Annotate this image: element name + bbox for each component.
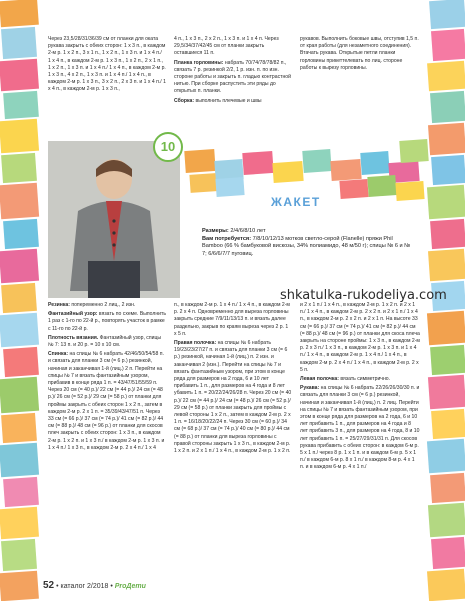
decorative-tile bbox=[0, 443, 39, 478]
paragraph: п., в каждом 2-м р. 1 х 4 п./ 1 х 4 п., в каждом 2-м р. 2 х 4 п. Одновременно для выреза горловины закрыть средние 7/9/11/13/13 п. и вязать далее раздельно, закрыв по краям выреза через 2 р. 1 х 5 п. bbox=[174, 302, 290, 337]
decorative-tile bbox=[330, 159, 361, 181]
decorative-tile bbox=[0, 249, 39, 284]
text-column-bottom-3 bbox=[300, 302, 420, 474]
sizes-label: Размеры: bbox=[202, 228, 229, 234]
paragraph-lead: Планка горловины: bbox=[174, 59, 224, 66]
decorative-tile bbox=[242, 151, 273, 175]
decorative-tile bbox=[431, 155, 465, 185]
decorative-tile bbox=[430, 345, 465, 375]
decorative-tile bbox=[399, 139, 428, 163]
materials-label: Вам потребуется: bbox=[202, 235, 252, 242]
decorative-tile bbox=[215, 177, 244, 197]
paragraph: 4 п., 1 х 3 п., 2 х 2 п., 1 х 3 п. и 1 х 4 п. Через 29,5/34/37/42/45 см от планки закрыть оставшиеся 11 п. bbox=[174, 36, 279, 57]
watermark-url: shkatulka-rukodeliya.com bbox=[280, 288, 447, 303]
paragraph-text: на спицы № 6 набрать 22/26/26/30/30 п. и связать для планки 3 см (= 6 р.) резинкой, начиная и заканчивая 1-й (лиц.) п. 2 лиц. Перейти на спицы № 7 и вязать фантазийным узором, при этом в конце ряда для размеров на 2 года, 6 и 10 лет прибавить 1 п., для размеров на 4 года и 8 лет прибавить 3 п., для размеров на 4 года, 8 и 10 лет прибавить 1 п. = 25/27/29/31/31 п. Для скосов рукава прибавить с обеих сторон: в каждом 6-м р. 5 х 1 п./ через 8 р. 1 х 1 п. и в каждом 6-м р. 5 х 1 п./ в каждом 6-м р. 8 х 1 п./ в каждом 8-м р. 4 х 1 п. и в каждом 6-м р. 4 х 1 п./ bbox=[300, 385, 420, 471]
paragraph bbox=[300, 376, 420, 383]
materials-line bbox=[202, 236, 412, 259]
paragraph: рукавов. Выполнить боковые швы, отступив 1,5 п. от края работы (для незаметного соединения). Втачать рукава. Открытые петли планки горловины прикеттелевать по лиц. стороне работы к вырезу горловины. bbox=[300, 36, 419, 71]
paragraph-text: на спицы № 6 набрать 19/23/23/27/27 п. и связать для планки 3 см (= 6 р.) резинкой, начиная 1-й (лиц.) п. 2 изн. и заканчивая 2 (изн.). Перейти на спицы № 7 и вязать фантазийным узором, при этом в конце ряда для размеров на 2 года, 6 и 10 лет прибавить 1 п., для размеров на 4 года и 8 лет убавить 1 п. = 20/22/24/26/28 п. Через 20 см (= 40 р.)/ 22 см (= 44 р.)/ 24 см (= 48 р.)/ 26 см (= 52 р.)/ 29 см (= 58 р.) от планки закрыть для проймы с левой стороны 1 х 2 п., затем в каждом 2-м р. 2 х 1 п. = 16/18/20/22/24 п. Через 30 см (= 60 р.)/ 34 см (= 68 р.)/ 37 см (= 74 р.)/ 40 см (= 80 р.)/ 44 см (= 88 р.) от планки для выреза горловины с правой стороны закрыть 1 х 3 п., в каждом 2-м р. 1 х 2 п. и 2 х 1 п./ 1 х 4 п., в каждом 2-м р. 1 х 2 п. bbox=[174, 340, 292, 455]
paragraph bbox=[48, 335, 166, 349]
paragraph-lead: Плотность вязания. bbox=[48, 334, 100, 341]
paragraph-lead: Сборка: bbox=[174, 97, 195, 104]
paragraph-lead: Фантазийный узор: bbox=[48, 311, 99, 318]
decorative-tile bbox=[0, 59, 39, 92]
decorative-tile bbox=[427, 311, 465, 346]
decorative-tile bbox=[339, 179, 368, 199]
decorative-tile bbox=[1, 539, 37, 571]
pattern-number-badge: 10 bbox=[153, 132, 183, 162]
decorative-tile bbox=[428, 249, 465, 281]
paragraph bbox=[48, 351, 166, 452]
decorative-tile bbox=[395, 181, 424, 201]
text-column-bottom-1 bbox=[48, 302, 166, 454]
paragraph: Через 23,5/28/31/36/39 см от планки для оката рукава закрыть с обеих сторон: 1 х 3 п., в каждом 2-м р. 1 х 2 п., 3 х 1 п., 1 х 2 п., 1 х 3 п. и 1 х 4 п./ 1 х 4 п., в каждом 2-м р. 1 х 3 п., 1 х 2 п., 2 х 1 п., 1 х 2 п., 1 х 3 п. и 1 х 4 п./ 1 х 4 п., в каждом 2-м р. 1 х 3 п., 4 х 2 п., 1 х 3 п. и 1 х 4 п./ 1 х 4 п., в каждом 2-м р. 1 х 3 п., 3 х 2 п., 2 х 3 п. и 1 х 4 п./ 1 х 4 п., в каждом 2-м р. 1 х 3 п., bbox=[48, 36, 166, 93]
text-column-top-left bbox=[48, 36, 166, 96]
decorative-tile bbox=[430, 473, 465, 503]
decorative-tile bbox=[430, 219, 465, 249]
decorative-tile bbox=[427, 61, 465, 92]
decorative-tile bbox=[430, 91, 465, 123]
text-column-top-mid bbox=[174, 36, 292, 107]
decorative-tile bbox=[3, 477, 39, 507]
decorative-tile bbox=[429, 0, 465, 29]
paragraph bbox=[174, 60, 292, 96]
decorative-tile bbox=[0, 0, 39, 27]
page-footer bbox=[43, 580, 146, 591]
decorative-tile bbox=[3, 219, 39, 249]
paragraph bbox=[48, 302, 166, 309]
decorative-tile bbox=[184, 149, 215, 173]
paragraph-text: набрать 70/74/78/78/82 п., связать 7 р. резинкой 2/2, 1 р. изн. п. по изн. стороне работы и закрыть п. гладью контрастной нитью. При сборке распустить эти ряды до открытых п. планки. bbox=[174, 59, 291, 95]
paragraph-lead: Рукава: bbox=[300, 385, 320, 392]
brand-logo: ProДети bbox=[114, 583, 146, 590]
decorative-tile bbox=[0, 571, 39, 601]
decorative-tile bbox=[427, 439, 465, 474]
decorative-tile bbox=[367, 175, 396, 197]
decorative-tile bbox=[427, 185, 465, 220]
decorative-tile bbox=[431, 29, 465, 61]
decorative-tile bbox=[360, 151, 389, 175]
decorative-tile bbox=[302, 149, 331, 173]
jacket-illustration bbox=[48, 141, 180, 298]
decorative-tile bbox=[427, 569, 465, 601]
materials-block bbox=[202, 228, 412, 258]
sizes-line bbox=[202, 228, 412, 236]
decorative-tile bbox=[428, 123, 465, 155]
decorative-tile bbox=[272, 161, 303, 183]
paragraph bbox=[300, 385, 420, 471]
materials-value: 7/8/10/12/13 мотков светло-серой (Flanelle) пряжи Phil Bamboo (66 % бамбуковой вискозы, 34% полиамидо, 48 м/50 г); спицы № 6 и № 7; 6/6/6/7/7 пуговиц. bbox=[202, 235, 411, 257]
decorative-tile bbox=[431, 409, 465, 439]
paragraph-text: на спицы № 6 набрать 42/46/50/54/58 п. и связать для планки 3 см (= 6 р.) резинкой, начиная и заканчивая 1-й (лиц.) 2 п. Перейти на спицы № 7 и вязать фантазийным узором, прибавив в конце ряда 1 п. = 43/47/51/55/59 п. Через 20 см (= 40 р.)/ 22 см (= 44 р.)/ 24 см (= 48 р.)/ 26 см (= 52 р.)/ 29 см (= 58 р.) от планки для проймы закрыть с обеих сторон 1 х 2 п., затем в каждом 2-м р. 2 х 1 п. = 35/39/43/47/51 п. Через 33 см (= 66 р.)/ 37 см (= 74 р.)/ 41 см (= 82 р.)/ 44 см (= 88 р.)/ 48 см (= 96 р.) от планки для скосов плеч закрыть с обеих сторон: 1 х 3 п., в каждом 2-м р. 1 х 2 п. и 1 х 3 п./ в каждом 2-м р. 1 х 3 п. и 1 х 4 п./ 1 х 3 п., в каждом 2-м р. 2 х 4 п./ 1 х 4 bbox=[48, 351, 165, 451]
page-number: 52 bbox=[43, 580, 55, 591]
paragraph: и 2 х 1 п./ 1 х 4 п., в каждом 2-м р. 1 х 2 п. и 2 х 1 п./ 1 х 4 п., в каждом 2-м р. 2 х 2 п. и 2 х 1 п./ 1 х 4 п., в каждом 2-м р. 2 х 2 п. и 2 х 1 п. На высоте 33 см (= 66 р.)/ 37 см (= 74 р.)/ 41 см (= 82 р.)/ 44 см (= 88 р.)/ 48 см (= 96 р.) от планки для скоса плеча закрыть на стороне проймы: 1 х 3 п., в каждом 2-м р. 2 х 3 п./ 1 х 3 п., в каждом 2-м р. 1 х 3 п. и 1 х 4 п./ 1 х 4 п., в каждом 2-м р. 1 х 4 п./ 1 х 4 п., в каждом 2-м р. 2 х 4 п./ 1 х 4 п., в каждом 2-м р. 2 х 5 п. bbox=[300, 302, 420, 373]
paragraph-text: вязать симметрично. bbox=[340, 376, 391, 383]
decorative-tile bbox=[1, 27, 37, 59]
decorative-tile bbox=[431, 537, 465, 569]
paragraph-text: Фантазийный узор, спицы № 7: 13 п. и 20 р. = 10 х 10 см. bbox=[48, 334, 162, 349]
catalog-label: • каталог 2/2018 • bbox=[56, 583, 113, 590]
decorative-tile bbox=[0, 377, 39, 414]
paragraph-lead: Резинка: bbox=[48, 302, 72, 308]
decorative-tile bbox=[0, 183, 39, 220]
text-column-bottom-2 bbox=[174, 302, 292, 457]
paragraph-lead: Левая полочка: bbox=[300, 376, 339, 383]
text-column-top-right bbox=[300, 36, 420, 74]
paragraph-lead: Спинка: bbox=[48, 351, 70, 358]
paragraph bbox=[174, 98, 292, 105]
paragraph-text: вязать по схеме. Выполнить 1 раз с 1-го по 22-й р., повторять участок в рамке с 11-го по 22-й р. bbox=[48, 311, 166, 332]
paragraph bbox=[48, 311, 166, 333]
decorative-tile bbox=[428, 375, 465, 409]
decorative-tile bbox=[3, 347, 39, 377]
decorative-tile bbox=[428, 503, 465, 537]
pattern-title: ЖАКЕТ bbox=[271, 195, 321, 209]
paragraph-lead: Правая полочка: bbox=[174, 340, 217, 347]
decorative-tile bbox=[1, 283, 37, 313]
sizes-value: 2/4/6/8/10 лет bbox=[230, 228, 266, 234]
decorative-tile bbox=[3, 91, 39, 119]
paragraph-text: выполнить плечевые и швы bbox=[195, 97, 262, 104]
decorative-tile bbox=[189, 173, 216, 193]
product-photo-child-jacket bbox=[48, 141, 180, 298]
decorative-tile bbox=[0, 507, 39, 540]
paragraph-text: попеременно 2 лиц., 2 изн. bbox=[71, 302, 136, 308]
decorative-tile bbox=[1, 413, 37, 443]
decorative-tile bbox=[0, 313, 39, 348]
decorative-tile bbox=[0, 119, 39, 154]
decorative-tile bbox=[1, 153, 37, 183]
paragraph bbox=[174, 340, 292, 455]
